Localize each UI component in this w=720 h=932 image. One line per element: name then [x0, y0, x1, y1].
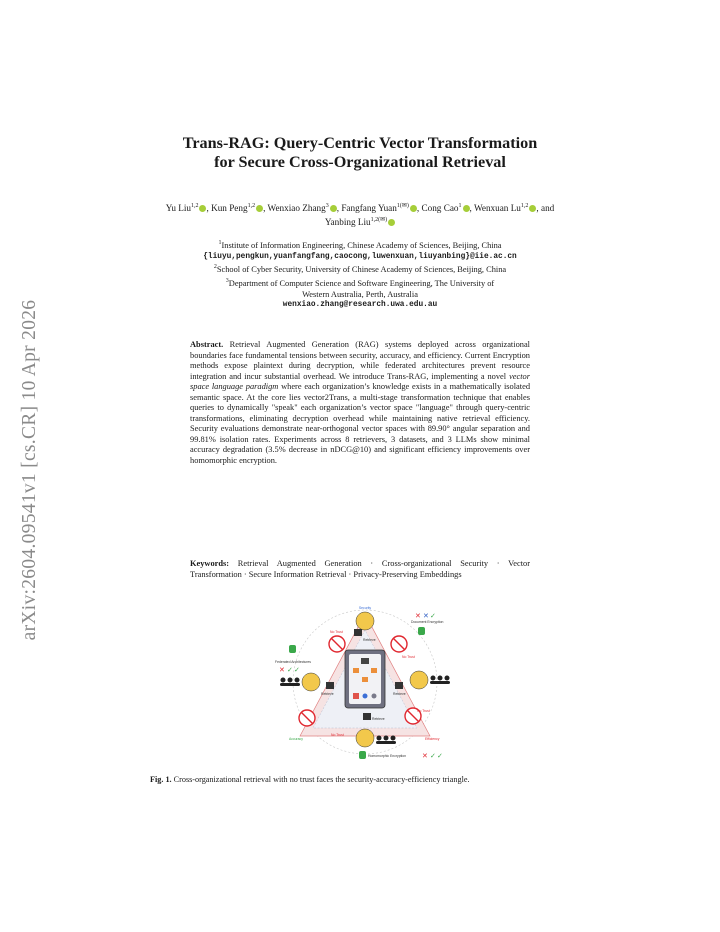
- author: Yu Liu$^{1,2}$: [166, 203, 207, 213]
- check-icon: ✓: [437, 752, 443, 760]
- author: Kun Peng$^{1,2}$: [211, 203, 263, 213]
- homomorphic-encryption-label: Homomorphic Encryption: [368, 754, 407, 758]
- no-trust-label: No Trust: [330, 630, 343, 634]
- arxiv-identifier: [8, 250, 52, 690]
- abstract-text-2: where each organization’s knowledge exists in a mathematically isolated semantic space. At the core lies vector2Trans, a multi-stage transformation technique that enables queries to dynamically "speak" each organization’s vector space "language" through query-centric transformations, eliminating decryption overhead while maintaining native retrieval efficiency. Security evaluations demonstrate near-orthogonal vector spaces with 89.90° angular separation and 99.81% isolation rates. Experiments across 8 retrievers, 3 datasets, and 3 LLMs show minimal accuracy degradation (3.5% decrease in nDCG@10) and significant efficiency improvements over homomorphic encryption.: [190, 382, 531, 465]
- and-word: and: [541, 203, 555, 214]
- shield-icon: [418, 627, 425, 635]
- retrieve-label: Retrieve: [393, 692, 406, 696]
- lock-icon: [354, 629, 362, 636]
- organization-icon: [302, 673, 320, 691]
- lock-icon: [363, 713, 371, 720]
- orcid-icon[interactable]: [330, 205, 337, 212]
- federated-architectures-label: Federated Architectures: [275, 660, 311, 664]
- retrieve-label: Retrieve: [372, 717, 385, 721]
- orcid-icon[interactable]: [199, 205, 206, 212]
- keywords: [190, 559, 530, 580]
- affiliation-3-cont: Western Australia, Perth, Australia: [302, 289, 418, 299]
- cross-icon: ✕: [423, 612, 429, 620]
- orcid-icon[interactable]: [256, 205, 263, 212]
- title-line-1: Trans-RAG: Query-Centric Vector Transformation: [182, 134, 538, 152]
- people-group-icon: [376, 736, 396, 745]
- figure-security-triangle: [275, 600, 455, 765]
- author-list: Yu Liu$^{1,2}$ , Kun Peng$^{1,2}$ , Wenxiao Zhang$^3$ , Fangfang Yuan$^{1(✉)}$ , Cong Cao$^1$ , Wenxuan Lu$^{1,2}$ , and Yanbing Liu$^{1,2(✉)}$: [165, 203, 555, 228]
- author: Wenxuan Lu$^{1,2}$: [474, 203, 536, 213]
- figure-caption: [150, 775, 570, 786]
- caption-label: Fig. 1.: [150, 775, 172, 784]
- efficiency-label: Efficiency: [425, 737, 440, 741]
- retrieve-label: Retrieve: [321, 692, 334, 696]
- orcid-icon[interactable]: [463, 205, 470, 212]
- people-group-icon: [280, 678, 300, 687]
- orcid-icon[interactable]: [410, 205, 417, 212]
- affiliations: [150, 238, 570, 311]
- affiliation-3-email: wenxiao.zhang@research.uwa.edu.au: [282, 301, 438, 310]
- no-trust-label: No Trust: [417, 709, 430, 713]
- shield-icon: [289, 645, 296, 653]
- lock-icon: [326, 682, 334, 689]
- cross-icon: ✕: [279, 666, 285, 674]
- caption-text: Cross-organizational retrieval with no trust faces the security-accuracy-efficiency triangle.: [173, 775, 470, 784]
- title-line-2: for Secure Cross-Organizational Retrieval: [214, 153, 506, 171]
- security-label: Security: [358, 606, 372, 610]
- affiliation-3: $^3$Department of Computer Science and Software Engineering, The University of: [225, 277, 495, 288]
- cross-icon: ✕: [422, 752, 428, 760]
- no-trust-label: No Trust: [331, 733, 344, 737]
- author: Yanbing Liu$^{1,2(✉)}$: [325, 217, 395, 227]
- lock-icon: [395, 682, 403, 689]
- abstract-emphasis: vector space language paradigm: [190, 371, 530, 391]
- organization-icon: [356, 729, 374, 747]
- cross-icon: ✕: [415, 612, 421, 620]
- affiliation-2: $^2$School of Cyber Security, University of Chinese Academy of Sciences, Beijing, China: [213, 264, 507, 275]
- author: Wenxiao Zhang$^3$: [268, 203, 337, 213]
- author: Cong Cao$^1$: [421, 203, 469, 213]
- retrieve-label: Retrieve: [363, 638, 376, 642]
- author: Fangfang Yuan$^{1(✉)}$: [341, 203, 417, 213]
- affiliation-1-email: {liuyu,pengkun,yuanfangfang,caocong,luwenxuan,liuyanbing}@iie.ac.cn: [203, 252, 517, 261]
- check-icon: ✓: [430, 612, 436, 620]
- orcid-icon[interactable]: [388, 219, 395, 226]
- abstract-text-1: Retrieval Augmented Generation (RAG) systems deployed across organizational boundaries face fundamental tensions between security, accuracy, and efficiency. Current Encryption methods expose plaintext during decryption, while federated architectures prevent resource integration and incur substantial overhead. We introduce Trans-RAG, implementing a novel: [190, 340, 530, 381]
- shield-icon: [359, 751, 366, 759]
- server-icon: [345, 650, 385, 708]
- paper-title: [150, 134, 570, 172]
- keywords-label: Keywords:: [190, 559, 230, 568]
- check-icon: ✓: [287, 666, 293, 674]
- no-trust-label: No Trust: [402, 655, 415, 659]
- people-group-icon: [430, 676, 450, 685]
- document-encryption-label: Document Encryption: [411, 620, 444, 624]
- abstract-label: Abstract.: [190, 340, 224, 349]
- security-icon: [356, 612, 374, 630]
- abstract: [190, 340, 530, 466]
- orcid-icon[interactable]: [529, 205, 536, 212]
- affiliation-1: $^1$Institute of Information Engineering, Chinese Academy of Sciences, Beijing, China: [218, 240, 502, 250]
- accuracy-label: Accuracy: [289, 737, 303, 741]
- arxiv-identifier-text: arXiv:2604.09541v1 [cs.CR] 10 Apr 2026: [19, 299, 40, 641]
- check-icon: ✓: [430, 752, 436, 760]
- organization-icon: [410, 671, 428, 689]
- check-icon: ✓: [294, 666, 300, 674]
- keywords-text: Retrieval Augmented Generation · Cross-organizational Security · Vector Transformation · Secure Information Retrieval · Privacy-Preserving Embeddings: [190, 559, 530, 579]
